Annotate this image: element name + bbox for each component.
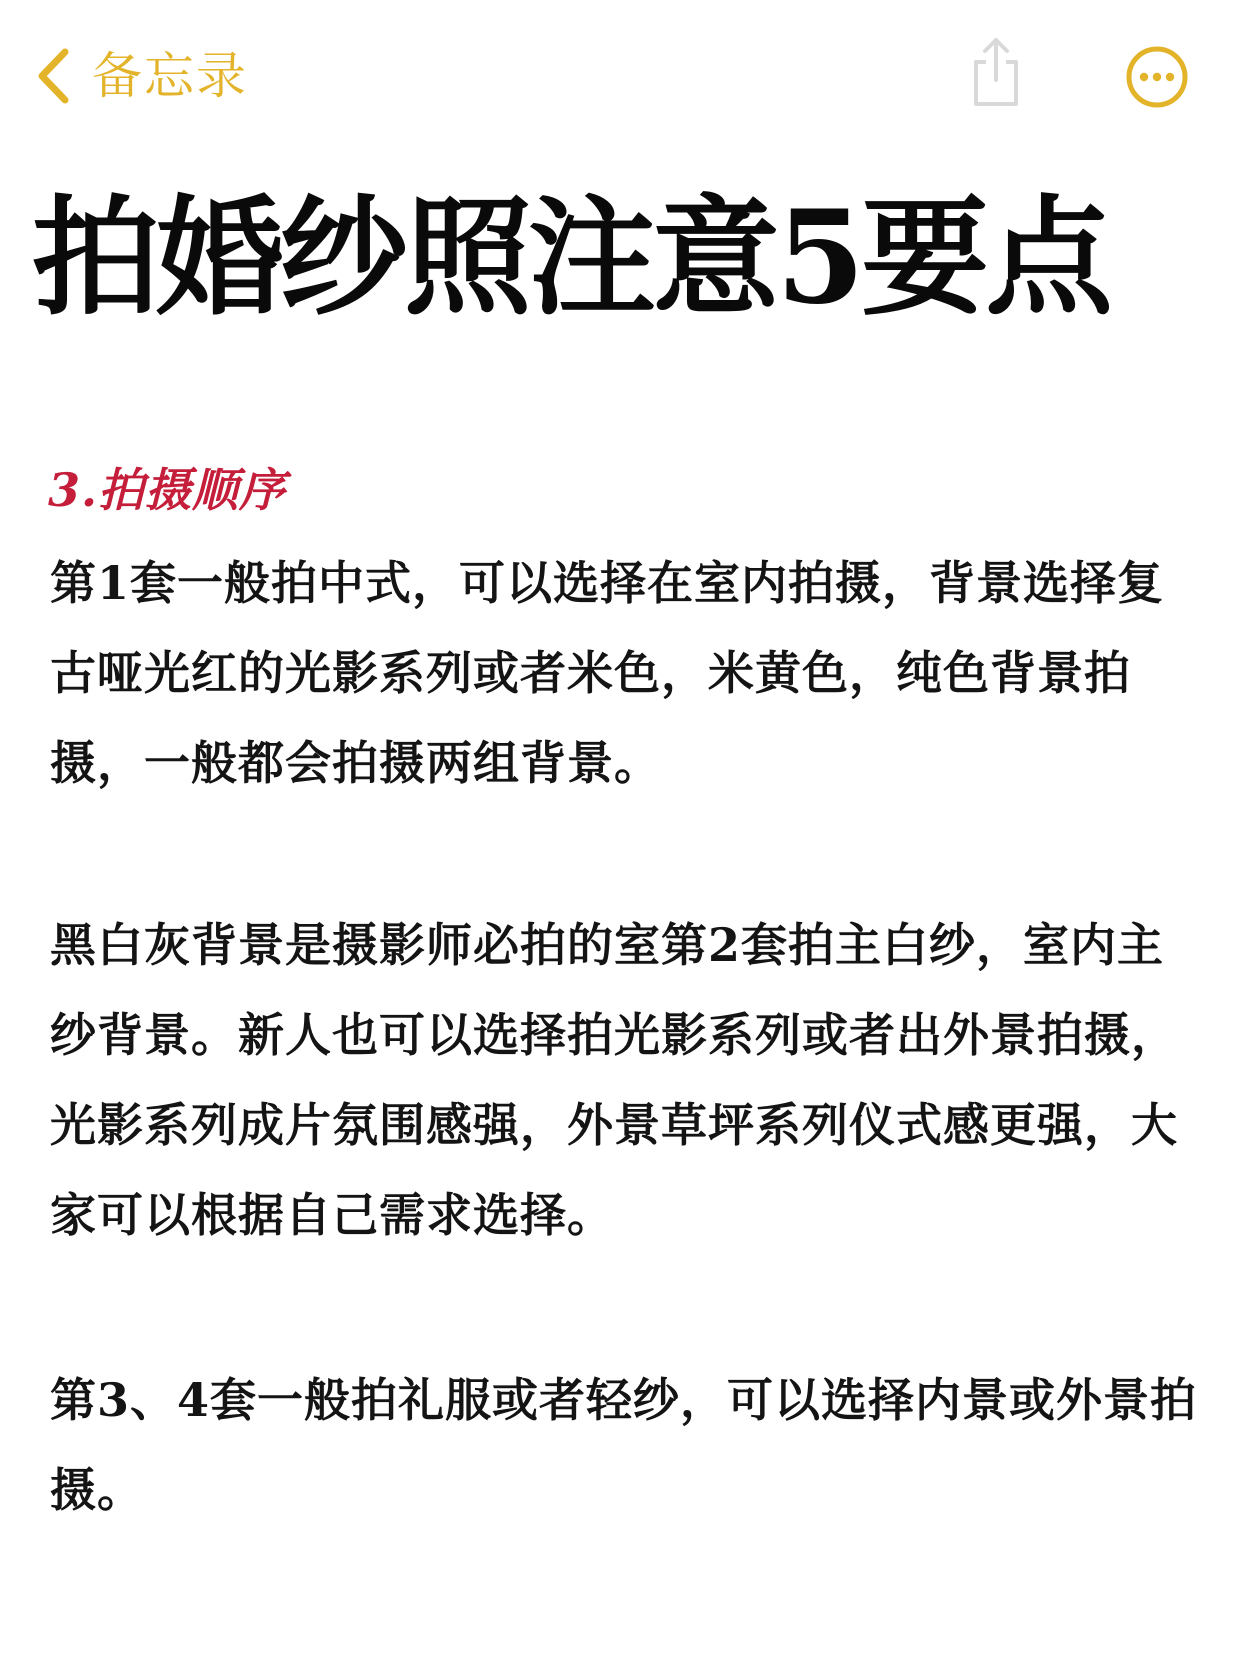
- share-icon: [968, 93, 1024, 112]
- section-heading: 3.拍摄顺序: [48, 463, 287, 517]
- more-button[interactable]: [1125, 45, 1189, 113]
- note-title: 拍婚纱照注意5要点: [32, 183, 1110, 333]
- back-label: 备忘录: [92, 47, 248, 105]
- share-button[interactable]: [968, 36, 1024, 112]
- more-icon: [1125, 94, 1189, 113]
- back-button[interactable]: [36, 44, 248, 108]
- paragraph-3: 第3、4套一般拍礼服或者轻纱，可以选择内景或外景拍摄。: [50, 1373, 1198, 1517]
- paragraph-1: 第1套一般拍中式，可以选择在室内拍摄，背景选择复古哑光红的光影系列或者米色，米黄色，纯色背景拍摄，一般都会拍摄两组背景。: [50, 556, 1165, 790]
- chevron-left-icon: [36, 48, 70, 104]
- navigation-bar: [0, 0, 1245, 150]
- paragraph-2: 黑白灰背景是摄影师必拍的室第2套拍主白纱，室内主纱背景。新人也可以选择拍光影系列或者出外景拍摄，光影系列成片氛围感强，外景草坪系列仪式感更强，大家可以根据自己需求选择。: [50, 918, 1178, 1242]
